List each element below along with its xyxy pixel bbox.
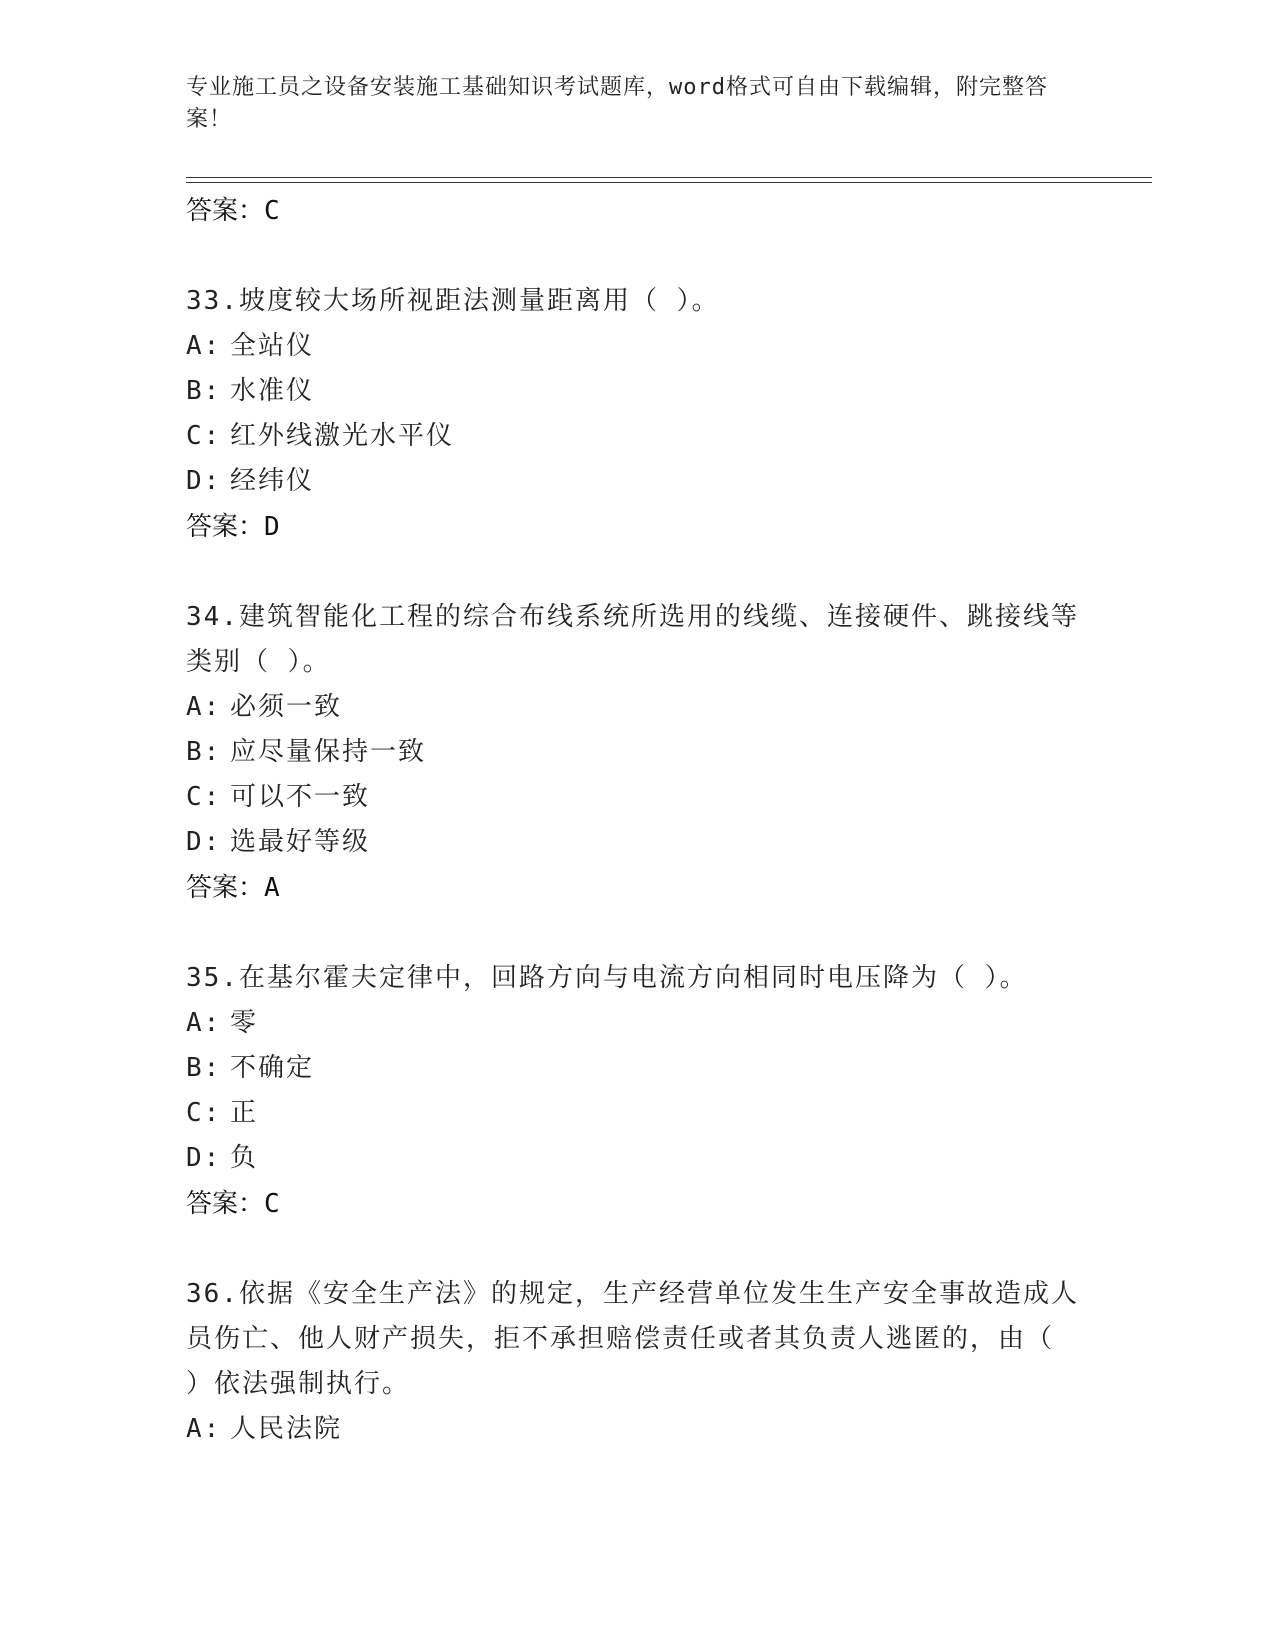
answer-label: 答案： — [186, 512, 265, 542]
answer-line — [186, 1181, 1086, 1227]
option-key: D: — [186, 466, 222, 496]
option-text: 正 — [230, 1098, 259, 1128]
option-a — [186, 1001, 1086, 1046]
option-key: A: — [186, 692, 222, 722]
option-a — [186, 324, 1086, 369]
answer-value: D — [264, 512, 280, 542]
option-text: 不确定 — [230, 1053, 315, 1083]
option-b — [186, 369, 1086, 414]
answer-value: C — [264, 196, 280, 226]
option-key: B: — [186, 1053, 222, 1083]
option-d — [186, 459, 1086, 504]
option-b — [186, 730, 1086, 775]
option-a — [186, 685, 1086, 730]
option-text: 负 — [230, 1143, 259, 1173]
option-b — [186, 1046, 1086, 1091]
option-text: 人民法院 — [230, 1414, 343, 1444]
option-text: 选最好等级 — [230, 827, 371, 857]
option-key: C: — [186, 1098, 222, 1128]
option-key: B: — [186, 376, 222, 406]
question-list — [186, 188, 1086, 1452]
question-text: 35.在基尔霍夫定律中，回路方向与电流方向相同时电压降为（ ）。 — [186, 963, 1028, 993]
option-text: 全站仪 — [230, 331, 315, 361]
option-key: A: — [186, 331, 222, 361]
option-key: D: — [186, 827, 222, 857]
option-text: 经纬仪 — [230, 466, 315, 496]
document-header: 专业施工员之设备安装施工基础知识考试题库，word格式可自由下载编辑，附完整答案！ — [186, 75, 1048, 132]
option-key: D: — [186, 1143, 222, 1173]
option-key: C: — [186, 421, 222, 451]
option-c — [186, 414, 1086, 459]
option-key: C: — [186, 782, 222, 812]
answer-value: A — [264, 873, 280, 903]
question-text: 36.依据《安全生产法》的规定，生产经营单位发生生产安全事故造成人员伤亡、他人财产损失，拒不承担赔偿责任或者其负责人逃匿的，由（ ）依法强制执行。 — [186, 1279, 1079, 1399]
option-d — [186, 1136, 1086, 1181]
option-d — [186, 820, 1086, 865]
header-divider-top — [186, 177, 1152, 178]
answer-label: 答案： — [186, 1189, 265, 1219]
option-key: A: — [186, 1008, 222, 1038]
option-text: 应尽量保持一致 — [230, 737, 427, 767]
option-text: 红外线激光水平仪 — [230, 421, 455, 451]
option-key: A: — [186, 1414, 222, 1444]
answer-line — [186, 865, 1086, 911]
answer-line — [186, 188, 1086, 234]
question-text: 33.坡度较大场所视距法测量距离用（ ）。 — [186, 286, 720, 316]
answer-line — [186, 504, 1086, 550]
answer-label: 答案： — [186, 873, 265, 903]
option-text: 可以不一致 — [230, 782, 371, 812]
question-text: 34.建筑智能化工程的综合布线系统所选用的线缆、连接硬件、跳接线等类别（ ）。 — [186, 602, 1079, 677]
header-divider-bottom — [186, 182, 1152, 183]
option-a — [186, 1407, 1086, 1452]
option-text: 必须一致 — [230, 692, 343, 722]
option-text: 水准仪 — [230, 376, 315, 406]
option-text: 零 — [230, 1008, 259, 1038]
option-key: B: — [186, 737, 222, 767]
answer-value: C — [264, 1189, 280, 1219]
answer-label: 答案： — [186, 196, 265, 226]
option-c — [186, 775, 1086, 820]
option-c — [186, 1091, 1086, 1136]
